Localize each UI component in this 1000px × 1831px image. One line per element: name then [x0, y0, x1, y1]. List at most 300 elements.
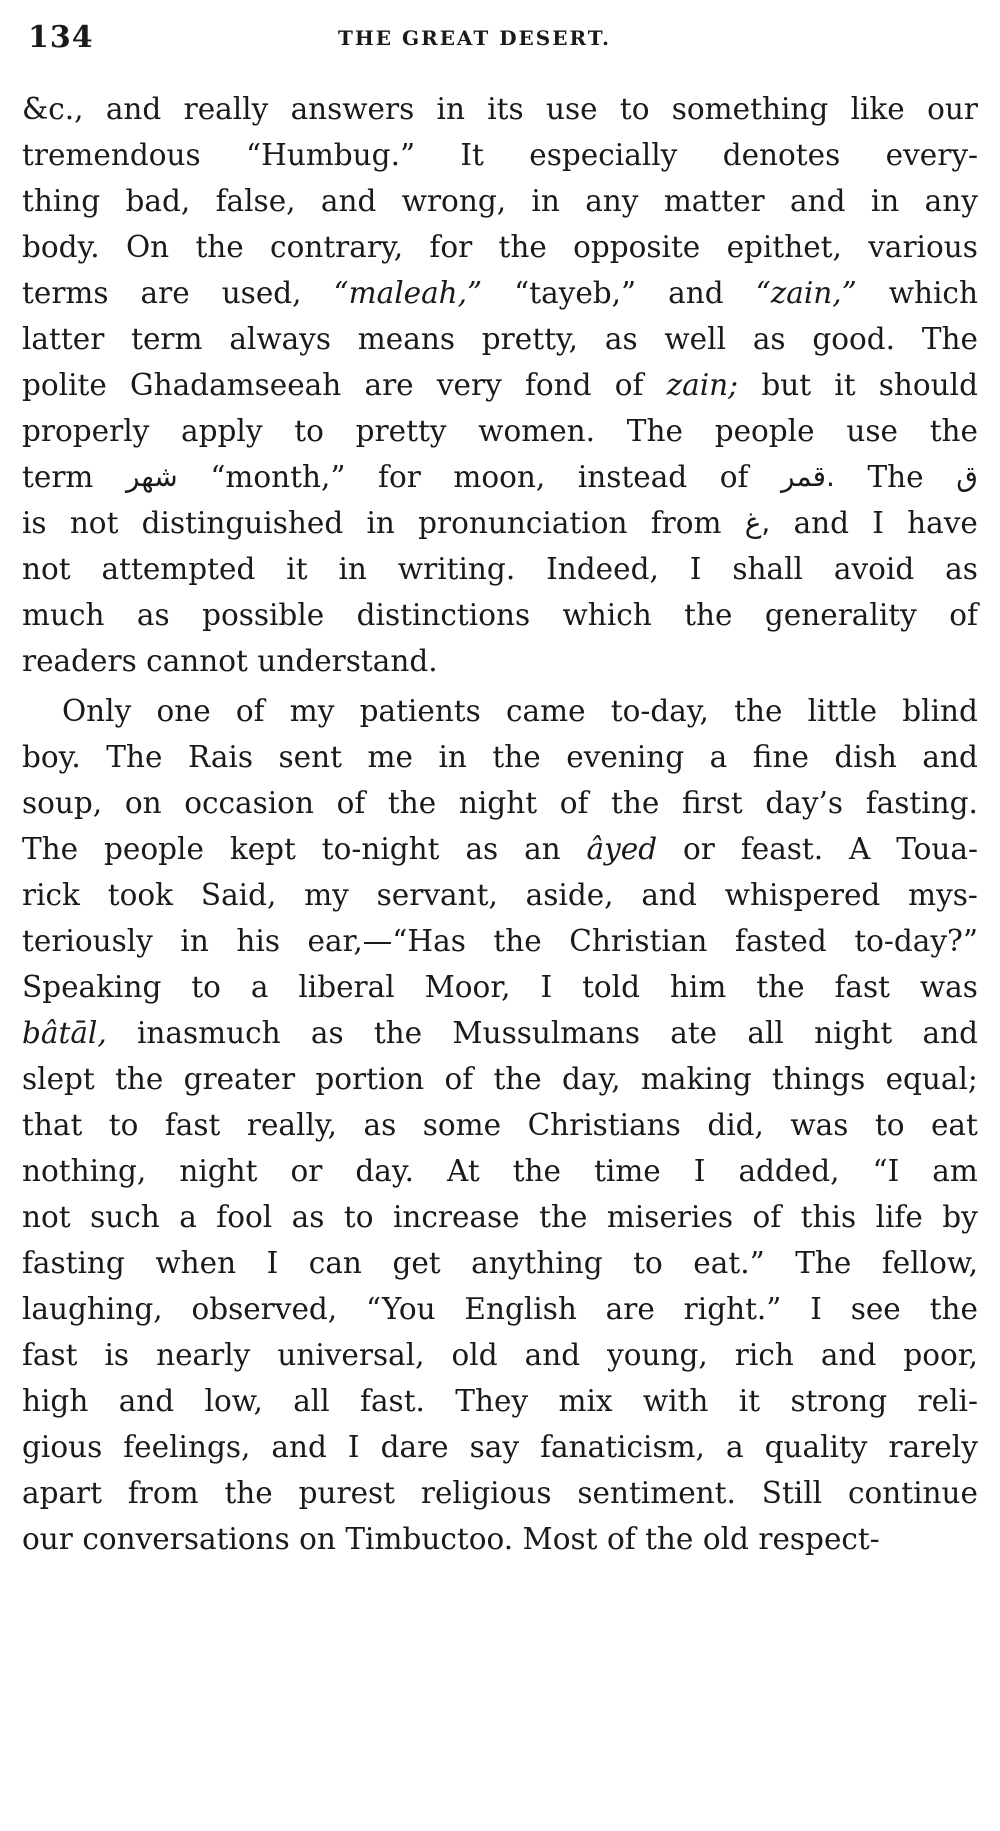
word: I — [810, 1292, 822, 1326]
word: epithet, — [726, 230, 842, 264]
word: in — [338, 552, 367, 586]
word: time — [594, 1154, 661, 1188]
word: feelings, — [123, 1430, 251, 1464]
word: it — [834, 368, 856, 402]
word: the — [224, 1476, 273, 1510]
word: all — [293, 1384, 330, 1418]
word: fond — [524, 368, 592, 402]
word: shall — [732, 552, 803, 586]
word: and — [790, 184, 846, 218]
word: and — [118, 1384, 175, 1418]
word: evening — [566, 740, 685, 774]
text-line — [22, 688, 978, 734]
word: mys- — [908, 878, 978, 912]
word: the — [492, 740, 541, 774]
word: zain; — [666, 368, 739, 402]
word: as — [291, 1200, 325, 1234]
word: told — [582, 970, 640, 1004]
word: “tayeb,” — [514, 276, 637, 310]
text-line — [22, 872, 978, 918]
word: Said, — [200, 878, 277, 912]
word: bâtāl, — [22, 1016, 107, 1050]
word: it — [286, 552, 308, 586]
word: any — [585, 184, 639, 218]
word: writing. — [397, 552, 516, 586]
text-line — [22, 780, 978, 826]
word: I — [266, 1246, 279, 1280]
text-line — [22, 1516, 978, 1562]
word: as — [363, 1108, 397, 1142]
text-line — [22, 734, 978, 780]
word: to-day, — [610, 694, 709, 728]
word: opposite — [573, 230, 701, 264]
text-line — [22, 500, 978, 546]
word: rich — [734, 1338, 794, 1372]
word: me — [367, 740, 413, 774]
word: but — [761, 368, 812, 402]
word: like — [850, 92, 905, 126]
word: fast. — [360, 1384, 425, 1418]
word: very — [436, 368, 502, 402]
word: as — [465, 832, 499, 866]
word: young, — [607, 1338, 708, 1372]
word: get — [392, 1246, 441, 1280]
word: Timbuctoo. — [345, 1522, 514, 1556]
text-line — [22, 1424, 978, 1470]
text-line — [22, 362, 978, 408]
word: Indeed, — [546, 552, 659, 586]
word: Moor, — [424, 970, 511, 1004]
word: soup, — [22, 786, 103, 820]
word: of — [559, 786, 589, 820]
word: of — [719, 460, 749, 494]
word: Mussulmans — [452, 1016, 640, 1050]
word: of — [606, 1522, 636, 1556]
word: and — [271, 1430, 327, 1464]
word: fasting. — [865, 786, 978, 820]
word: laughing, — [22, 1292, 163, 1326]
word: reli- — [917, 1384, 978, 1418]
word: nearly — [156, 1338, 251, 1372]
word: by — [942, 1200, 978, 1234]
word: fast — [834, 970, 890, 1004]
word: شهر — [125, 460, 178, 493]
word: in — [870, 184, 900, 218]
word: respect- — [758, 1522, 880, 1556]
word: Still — [761, 1476, 823, 1510]
text-line — [22, 638, 978, 684]
word: and — [922, 740, 978, 774]
word: slept — [22, 1062, 95, 1096]
word: a — [725, 1430, 744, 1464]
word: bad, — [125, 184, 191, 218]
word: Speaking — [22, 970, 162, 1004]
word: are — [364, 368, 414, 402]
word: the — [493, 1062, 542, 1096]
word: that — [22, 1108, 83, 1142]
word: wrong, — [401, 184, 507, 218]
word: possible — [202, 598, 325, 632]
word: and — [320, 184, 377, 218]
text-line — [22, 592, 978, 638]
word: and — [820, 1338, 877, 1372]
word: of — [336, 786, 366, 820]
word: The — [795, 1246, 852, 1280]
word: &c., — [22, 92, 84, 126]
word: “month,” — [210, 460, 346, 494]
word: the — [512, 1154, 562, 1188]
word: English — [464, 1292, 577, 1326]
word: They — [455, 1384, 529, 1418]
word: and — [793, 506, 850, 540]
word: purest — [298, 1476, 396, 1510]
word: in — [366, 506, 395, 540]
word: and — [105, 92, 162, 126]
word: people — [714, 414, 815, 448]
word: say — [469, 1430, 520, 1464]
word: women. — [478, 414, 596, 448]
word: are — [605, 1292, 655, 1326]
word: polite — [22, 368, 107, 402]
word: the — [493, 924, 542, 958]
word: quality — [764, 1430, 868, 1464]
text-line — [22, 86, 978, 132]
word: for — [429, 230, 473, 264]
word: of — [614, 368, 644, 402]
word: night — [814, 1016, 893, 1050]
text-line — [22, 132, 978, 178]
word: him — [669, 970, 727, 1004]
text-line — [22, 826, 978, 872]
word: Christian — [569, 924, 708, 958]
word: dish — [834, 740, 897, 774]
word: the — [611, 786, 660, 820]
word: At — [447, 1154, 480, 1188]
word: I — [693, 1154, 706, 1188]
word: contrary, — [270, 230, 404, 264]
word: day, — [562, 1062, 621, 1096]
word: greater — [183, 1062, 296, 1096]
word: took — [107, 878, 174, 912]
word: should — [878, 368, 978, 402]
word: fasting — [22, 1246, 125, 1280]
word: anything — [471, 1246, 603, 1280]
word: all — [747, 1016, 784, 1050]
word: avoid — [833, 552, 915, 586]
word: in — [436, 92, 465, 126]
word: any — [924, 184, 978, 218]
word: blind — [902, 694, 978, 728]
word: the — [684, 598, 733, 632]
word: gious — [22, 1430, 103, 1464]
word: our — [22, 1522, 73, 1556]
word: the — [929, 414, 978, 448]
word: eat — [930, 1108, 978, 1142]
word: things — [771, 1062, 866, 1096]
word: from — [650, 506, 722, 540]
text-line — [22, 1102, 978, 1148]
word: its — [487, 92, 524, 126]
word: from — [127, 1476, 199, 1510]
word: distinguished — [141, 506, 344, 540]
word: a — [179, 1200, 197, 1234]
word: teriously — [22, 924, 153, 958]
word: day’s — [765, 786, 844, 820]
word: false, — [215, 184, 296, 218]
word: various — [868, 230, 978, 264]
word: night — [179, 1154, 258, 1188]
word: one — [156, 694, 211, 728]
word: eat.” — [693, 1246, 765, 1280]
word: such — [90, 1200, 160, 1234]
word: the — [539, 1200, 588, 1234]
word: nothing, — [22, 1154, 147, 1188]
word: and — [524, 1338, 581, 1372]
word: it — [738, 1384, 761, 1418]
word: to — [619, 92, 650, 126]
word: the — [387, 786, 437, 820]
word: The — [921, 322, 978, 356]
word: The — [626, 414, 683, 448]
word: and — [668, 276, 724, 310]
word: to — [191, 970, 221, 1004]
word: portion — [315, 1062, 425, 1096]
word: in — [531, 184, 560, 218]
word: aside, — [525, 878, 614, 912]
word: used, — [221, 276, 302, 310]
text-line — [22, 1470, 978, 1516]
text-line — [22, 454, 978, 500]
word: term — [22, 460, 94, 494]
word: night — [458, 786, 538, 820]
word: in — [438, 740, 467, 774]
word: servant, — [376, 878, 498, 912]
word: distinctions — [356, 598, 531, 632]
word: use — [846, 414, 898, 448]
word: some — [422, 1108, 502, 1142]
text-line — [22, 918, 978, 964]
word: always — [229, 322, 331, 356]
word: of — [752, 1200, 782, 1234]
text-line — [22, 316, 978, 362]
word: the — [929, 1292, 978, 1326]
word: old — [702, 1522, 749, 1556]
word: high — [22, 1384, 89, 1418]
word: making — [640, 1062, 752, 1096]
word: generality — [764, 598, 917, 632]
word: was — [790, 1108, 849, 1142]
word: patients — [359, 694, 481, 728]
word: really — [183, 92, 269, 126]
word: The — [22, 832, 79, 866]
word: thing — [22, 184, 101, 218]
word: to — [874, 1108, 905, 1142]
word: when — [155, 1246, 237, 1280]
word: to-night — [321, 832, 440, 866]
word: denotes — [722, 138, 841, 172]
text-line — [22, 1240, 978, 1286]
word: Only — [62, 694, 132, 728]
word: Christians — [527, 1108, 681, 1142]
word: universal, — [277, 1338, 425, 1372]
word: as — [604, 322, 638, 356]
page-number: 134 — [28, 20, 94, 55]
word: “I — [872, 1154, 900, 1188]
word: latter — [22, 322, 105, 356]
word: and — [922, 1016, 978, 1050]
word: Most — [522, 1522, 598, 1556]
word: غ, — [744, 506, 771, 539]
word: as — [945, 552, 978, 586]
word: occasion — [184, 786, 314, 820]
word: âyed — [586, 832, 658, 866]
text-line — [22, 1056, 978, 1102]
word: Ghadamseeah — [130, 368, 342, 402]
word: whispered — [724, 878, 881, 912]
word: I — [689, 552, 702, 586]
word: the — [645, 1522, 694, 1556]
word: apart — [22, 1476, 103, 1510]
word: ear,—“Has — [307, 924, 466, 958]
word: inasmuch — [136, 1016, 281, 1050]
word: in — [180, 924, 209, 958]
word: On — [125, 230, 170, 264]
word: to — [633, 1246, 663, 1280]
running-title: THE GREAT DESERT. — [338, 26, 612, 50]
word: “You — [366, 1292, 436, 1326]
word: good. — [812, 322, 896, 356]
body-text — [22, 86, 978, 1562]
word: on — [124, 786, 162, 820]
text-line — [22, 224, 978, 270]
word: the — [195, 230, 244, 264]
word: increase — [392, 1200, 520, 1234]
word: understand. — [257, 644, 438, 678]
word: matter — [663, 184, 765, 218]
word: really, — [246, 1108, 338, 1142]
word: first — [681, 786, 743, 820]
word: miseries — [606, 1200, 734, 1234]
word: pronunciation — [418, 506, 628, 540]
word: “Humbug.” — [246, 138, 416, 172]
word: are — [140, 276, 190, 310]
word: my — [304, 878, 349, 912]
word: not — [69, 506, 119, 540]
word: sent — [278, 740, 342, 774]
word: as — [136, 598, 170, 632]
word: conversations — [82, 1522, 290, 1556]
word: boy. — [22, 740, 81, 774]
word: use — [545, 92, 598, 126]
word: ate — [670, 1016, 718, 1050]
word: apply — [181, 414, 263, 448]
word: pretty, — [481, 322, 579, 356]
word: the — [734, 694, 783, 728]
word: and — [641, 878, 697, 912]
word: rarely — [888, 1430, 978, 1464]
word: have — [907, 506, 978, 540]
word: Rais — [187, 740, 254, 774]
word: day. — [355, 1154, 415, 1188]
word: fasted — [734, 924, 827, 958]
word: The — [106, 740, 163, 774]
word: fast — [164, 1108, 221, 1142]
word: well — [664, 322, 727, 356]
word: continue — [847, 1476, 978, 1510]
word: can — [308, 1246, 362, 1280]
text-line — [22, 1378, 978, 1424]
word: low, — [204, 1384, 263, 1418]
text-line — [22, 408, 978, 454]
text-line — [22, 1194, 978, 1240]
word: moon, — [453, 460, 546, 494]
word: the — [498, 230, 547, 264]
word: to — [108, 1108, 139, 1142]
word: the — [756, 970, 805, 1004]
word: on — [299, 1522, 336, 1556]
word: instead — [577, 460, 688, 494]
word: Toua- — [896, 832, 978, 866]
word: not — [22, 1200, 71, 1234]
word: a — [250, 970, 269, 1004]
word: mix — [558, 1384, 613, 1418]
word: terms — [22, 276, 109, 310]
word: answers — [290, 92, 415, 126]
word: his — [236, 924, 280, 958]
word: the — [115, 1062, 164, 1096]
word: observed, — [191, 1292, 338, 1326]
word: every- — [885, 138, 978, 172]
word: of — [235, 694, 265, 728]
word: little — [807, 694, 878, 728]
word: to — [343, 1200, 374, 1234]
word: The — [867, 460, 924, 494]
word: is — [104, 1338, 130, 1372]
word: means — [357, 322, 455, 356]
word: dare — [380, 1430, 449, 1464]
word: added, — [738, 1154, 840, 1188]
text-line — [22, 270, 978, 316]
word: a — [709, 740, 728, 774]
text-line — [22, 546, 978, 592]
word: old — [451, 1338, 498, 1372]
text-line — [22, 178, 978, 224]
text-line — [22, 1332, 978, 1378]
word: feast. — [740, 832, 824, 866]
word: of — [444, 1062, 474, 1096]
text-line — [22, 1148, 978, 1194]
word: or — [290, 1154, 323, 1188]
word: cannot — [146, 644, 248, 678]
word: people — [104, 832, 204, 866]
word: life — [875, 1200, 923, 1234]
word: religious — [420, 1476, 552, 1510]
word: was — [919, 970, 978, 1004]
word: of — [949, 598, 978, 632]
word: to-day?” — [854, 924, 978, 958]
word: not — [22, 552, 71, 586]
word: fast — [22, 1338, 78, 1372]
word: this — [800, 1200, 857, 1234]
text-line — [22, 1010, 978, 1056]
word: قمر. — [781, 460, 835, 493]
word: as — [752, 322, 786, 356]
word: “maleah,” — [333, 276, 483, 310]
word: as — [310, 1016, 344, 1050]
word: my — [289, 694, 335, 728]
word: an — [524, 832, 561, 866]
word: equal; — [885, 1062, 978, 1096]
